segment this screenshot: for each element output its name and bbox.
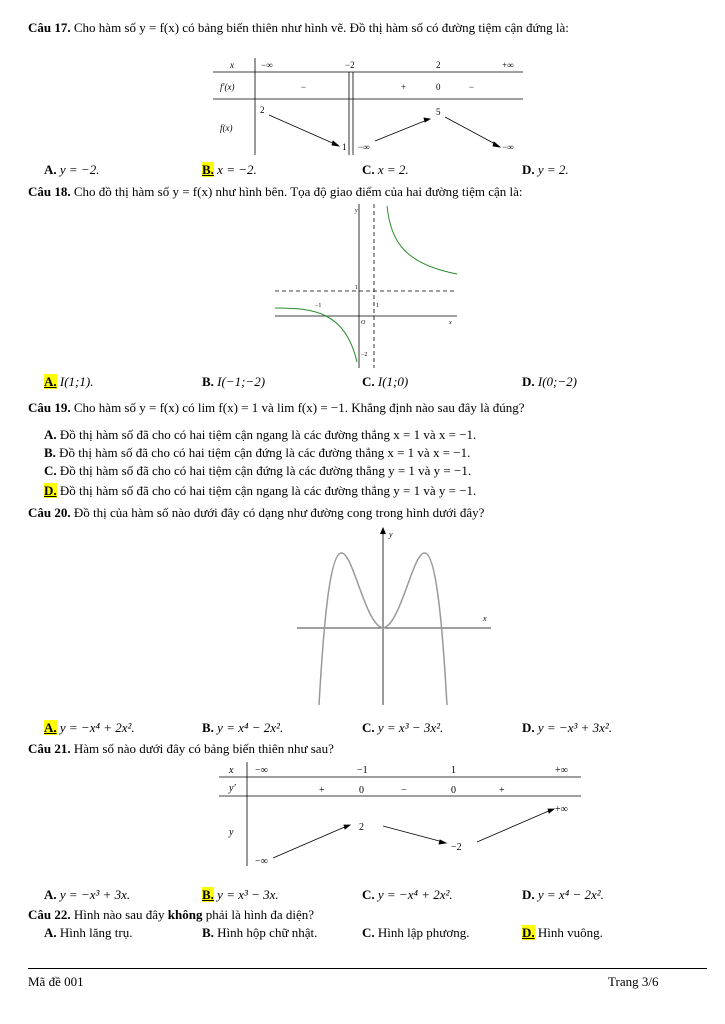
q21-y-neg2: −2 [451, 842, 462, 853]
q17-stem [28, 20, 569, 36]
q20-option-a[interactable]: A. y = −x⁴ + 2x². [44, 720, 135, 735]
q21-yprime-sign-3: + [499, 785, 505, 796]
q19-option-a[interactable]: A. Đồ thị hàm số đã cho có hai tiệm cận ngang là các đường thẳng x = 1 và x = −1. [44, 427, 477, 442]
q18-option-a[interactable]: A. I(1;1). [44, 374, 94, 389]
q20-y-label: y [389, 530, 393, 539]
q18-origin-label: O [361, 320, 366, 326]
q17-option-b[interactable]: B. x = −2. [202, 162, 257, 177]
q21-yprime-sign-1: + [319, 785, 325, 796]
q21-x-label: x [229, 765, 234, 776]
q21-y-label: y [229, 827, 234, 838]
q19-label: Câu 19. [28, 400, 71, 415]
q17-f-label: f(x) [220, 123, 233, 133]
q17-f-val-neginf: −∞ [358, 142, 370, 152]
q20-graph [295, 525, 495, 707]
q21-yprime-sign-2: − [401, 785, 407, 796]
q21-y-neginf: −∞ [255, 856, 268, 867]
q20-option-b[interactable]: B. y = x⁴ − 2x². [202, 720, 284, 735]
q17-f-val-2: 2 [260, 105, 265, 115]
q21-yprime-zero-2: 0 [451, 785, 456, 796]
q21-x-1: 1 [451, 765, 456, 776]
q17-f-val-neginf-2: −∞ [502, 142, 514, 152]
q20-label: Câu 20. [28, 505, 71, 520]
q20-option-d[interactable]: D. y = −x³ + 3x². [522, 720, 613, 735]
q21-y-2: 2 [359, 822, 364, 833]
q18-graph [275, 202, 460, 370]
q21-y-posinf: +∞ [555, 804, 568, 815]
q19-stem [28, 400, 525, 416]
q18-label-1-x: 1 [376, 303, 379, 309]
q20-stem [28, 505, 484, 521]
q17-option-c[interactable]: C. x = 2. [362, 162, 409, 177]
footer-divider [28, 968, 707, 969]
q17-x-neginf: −∞ [261, 60, 273, 70]
q18-y-label: y [355, 208, 358, 214]
q21-yprime-zero-1: 0 [359, 785, 364, 796]
q17-fprime-sign-1: − [301, 82, 307, 92]
footer-page-number: Trang 3/6 [608, 974, 659, 989]
q21-variation-table [215, 760, 585, 870]
q22-option-b[interactable]: B. Hình hộp chữ nhật. [202, 925, 318, 940]
q21-x-neginf: −∞ [255, 765, 268, 776]
q17-variation-table [205, 55, 530, 157]
q19-text: Cho hàm số y = f(x) có lim f(x) = 1 và lim f(x) = −1. Khẳng định nào sau đây là đúng? [73, 400, 525, 415]
q22-option-c[interactable]: C. Hình lập phương. [362, 925, 470, 940]
q20-option-c[interactable]: C. y = x³ − 3x². [362, 720, 444, 735]
q18-text: Cho đồ thị hàm số y = f(x) như hình bên. Tọa độ giao điểm của hai đường tiệm cận là: [73, 184, 523, 199]
q18-x-label: x [449, 320, 452, 326]
q17-x-posinf: +∞ [502, 60, 514, 70]
q21-option-c[interactable]: C. y = −x⁴ + 2x². [362, 887, 453, 902]
q21-option-d[interactable]: D. y = x⁴ − 2x². [522, 887, 604, 902]
q18-label: Câu 18. [28, 184, 71, 199]
q19-option-b[interactable]: B. Đồ thị hàm số đã cho có hai tiệm cận đứng là các đường thẳng x = 1 và x = −1. [44, 445, 471, 460]
q18-option-b[interactable]: B. I(−1;−2) [202, 374, 266, 389]
q17-fprime-label: f′(x) [220, 82, 235, 92]
q17-fprime-sign-3: − [469, 82, 475, 92]
q21-option-a[interactable]: A. y = −x³ + 3x. [44, 887, 131, 902]
q22-stem: Câu 22. Hình nào sau đây không phải là hình đa diện? [28, 907, 315, 922]
q18-curve-right [387, 206, 457, 274]
q17-x-2: 2 [436, 60, 441, 70]
q17-label: Câu 17. [28, 20, 71, 35]
q20-text: Đồ thị của hàm số nào dưới đây có dạng như đường cong trong hình dưới đây? [73, 505, 485, 520]
q22-emphasis: không [167, 907, 203, 922]
q21-option-b[interactable]: B. y = x³ − 3x. [202, 887, 279, 902]
q21-x-neg1: −1 [357, 765, 368, 776]
q18-label-neg1: −1 [315, 303, 322, 309]
q21-x-posinf: +∞ [555, 765, 568, 776]
q18-option-d[interactable]: D. I(0;−2) [522, 374, 577, 389]
q17-f-val-5: 5 [436, 107, 441, 117]
q18-label-1-y: 1 [355, 285, 358, 291]
q17-fprime-sign-2: + [401, 82, 407, 92]
q19-option-d[interactable]: D. Đồ thị hàm số đã cho có hai tiệm cận ngang là các đường thẳng y = 1 và y = −1. [44, 483, 477, 498]
q20-x-label: x [483, 614, 487, 623]
q22-option-a[interactable]: A. Hình lăng trụ. [44, 925, 133, 940]
q18-option-c[interactable]: C. I(1;0) [362, 374, 409, 389]
q22-label: Câu 22. [28, 907, 71, 922]
q22-option-d[interactable]: D. Hình vuông. [522, 925, 603, 940]
q18-stem [28, 184, 523, 200]
q17-x-label: x [230, 60, 234, 70]
q17-option-d[interactable]: D. y = 2. [522, 162, 569, 177]
q21-label: Câu 21. [28, 741, 71, 756]
q17-x-neg2: −2 [345, 60, 355, 70]
q17-text: Cho hàm số y = f(x) có bảng biến thiên như hình vẽ. Đồ thị hàm số có đường tiệm cận đứng là: [73, 20, 569, 35]
footer-exam-code: Mã đề 001 [28, 974, 84, 989]
q20-y-arrow [380, 527, 386, 534]
q21-text: Hàm số nào dưới đây có bảng biến thiên như sau? [73, 741, 334, 756]
q19-option-c[interactable]: C. Đồ thị hàm số đã cho có hai tiệm cận đứng là các đường thẳng y = 1 và y = −1. [44, 463, 472, 478]
q17-f-val-1: 1 [342, 142, 347, 152]
q17-option-a[interactable]: A. y = −2. [44, 162, 100, 177]
q17-table-arrows [269, 115, 500, 147]
q21-table-arrows [273, 809, 554, 858]
q18-label-neg2: −2 [361, 352, 368, 358]
q21-stem [28, 741, 334, 757]
q17-fprime-zero: 0 [436, 82, 441, 92]
q21-yprime-label: y′ [229, 783, 236, 794]
